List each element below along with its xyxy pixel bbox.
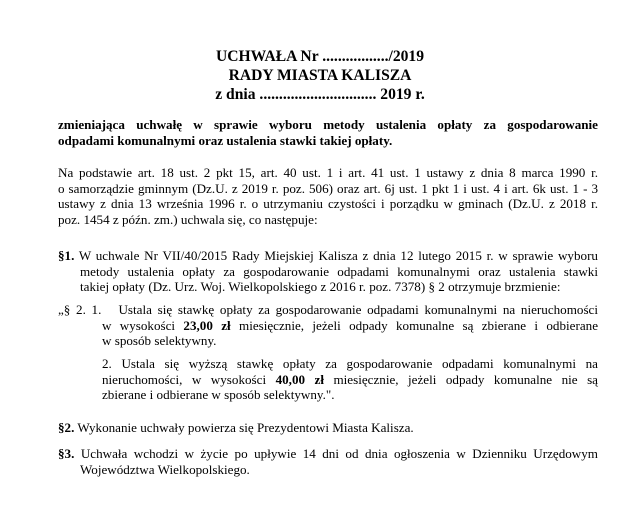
paragraph-1-line — [58, 248, 598, 264]
paragraph-2 — [58, 420, 598, 436]
paragraph-3-line — [58, 446, 598, 462]
quoted-item-2-line: 2. Ustala się wyższą stawkę opłaty za gospodarowanie odpadami komunalnymi na — [102, 356, 598, 371]
quoted-item-2-line — [58, 372, 598, 388]
rate-amount-selective: 23,00 zł — [183, 317, 231, 333]
paragraph-3-line: Województwa Wielkopolskiego. — [80, 461, 250, 477]
quoted-item-2 — [58, 356, 598, 403]
quoted-item-prefix: „§ 2. 1. — [58, 302, 102, 317]
paragraph-2-text: Wykonanie uchwały powierza się Prezydentowi Miasta Kalisza. — [77, 420, 414, 435]
quoted-item-1-line: w sposób selektywny. — [102, 333, 217, 348]
paragraph-1-mark: §1. — [58, 248, 75, 263]
quoted-item-text: nieruchomości, w wysokości — [102, 371, 276, 387]
paragraph-3-text: Uchwała wchodzi w życie po upływie 14 dni od dnia ogłoszenia w Dzienniku Urzędowym — [80, 446, 598, 461]
quoted-item-text: w wysokości — [102, 317, 184, 333]
quoted-item-1-line — [58, 302, 598, 318]
quoted-item-text: miesięcznie, jeżeli odpady komunalne są zbierane i odbierane — [230, 317, 598, 333]
paragraph-3-mark: §3. — [58, 446, 75, 461]
rate-amount-nonselective: 40,00 zł — [275, 371, 324, 387]
preamble-line: poz. 1454 z późn. zm.) uchwala się, co następuje: — [58, 211, 318, 227]
quoted-item-2-line: zbierane i odbierane w sposób selektywny.". — [102, 387, 335, 402]
resolution-number: UCHWAŁA Nr ................./2019 — [215, 48, 425, 65]
paragraph-2-line — [58, 420, 598, 436]
quoted-item-1-line — [58, 318, 598, 334]
paragraph-1 — [58, 248, 598, 295]
paragraph-1-line: metody ustalenia opłaty za gospodarowanie odpadami komunalnymi oraz ustalenia stawki — [80, 263, 598, 279]
preamble — [58, 165, 598, 227]
subject-line: zmieniająca uchwałę w sprawie wyboru metody ustalenia opłaty za gospodarowanie — [58, 117, 598, 132]
resolution-date: z dnia .............................. 2019 r. — [215, 86, 425, 103]
paragraph-1-line: takiej opłaty (Dz. Urz. Woj. Wielkopolskiego z 2016 r. poz. 7378) § 2 otrzymuje brzmienie: — [80, 279, 561, 294]
paragraph-1-text: W uchwale Nr VII/40/2015 Rady Miejskiej Kalisza z dnia 12 lutego 2015 r. w sprawie wyboru — [78, 248, 598, 263]
quoted-item-text: miesięcznie, jeżeli odpady komunalne nie są — [323, 371, 598, 387]
preamble-line: ustawy z dnia 13 września 1996 r. o utrzymaniu czystości i porządku w gminach (Dz.U. z 2018 r. — [58, 196, 598, 211]
preamble-line: o samorządzie gminnym (Dz.U. z 2019 r. poz. 506) oraz art. 6j ust. 1 pkt 1 i ust. 4 i art. 6k ust. 1 - 3 — [58, 180, 598, 196]
paragraph-3 — [58, 446, 598, 477]
council-name: RADY MIASTA KALISZA — [228, 67, 412, 84]
subject-line: odpadami komunalnymi oraz ustalenia stawki takiej opłaty. — [58, 132, 393, 148]
preamble-line: Na podstawie art. 18 ust. 2 pkt 15, art. 40 ust. 1 i art. 41 ust. 1 ustawy z dnia 8 marca 1990 r. — [58, 165, 598, 180]
paragraph-2-mark: §2. — [58, 420, 75, 435]
quoted-item-1 — [58, 302, 598, 349]
quoted-item-text: Ustala się stawkę opłaty za gospodarowanie odpadami komunalnymi na nieruchomości — [118, 302, 599, 317]
resolution-subject — [58, 117, 598, 148]
